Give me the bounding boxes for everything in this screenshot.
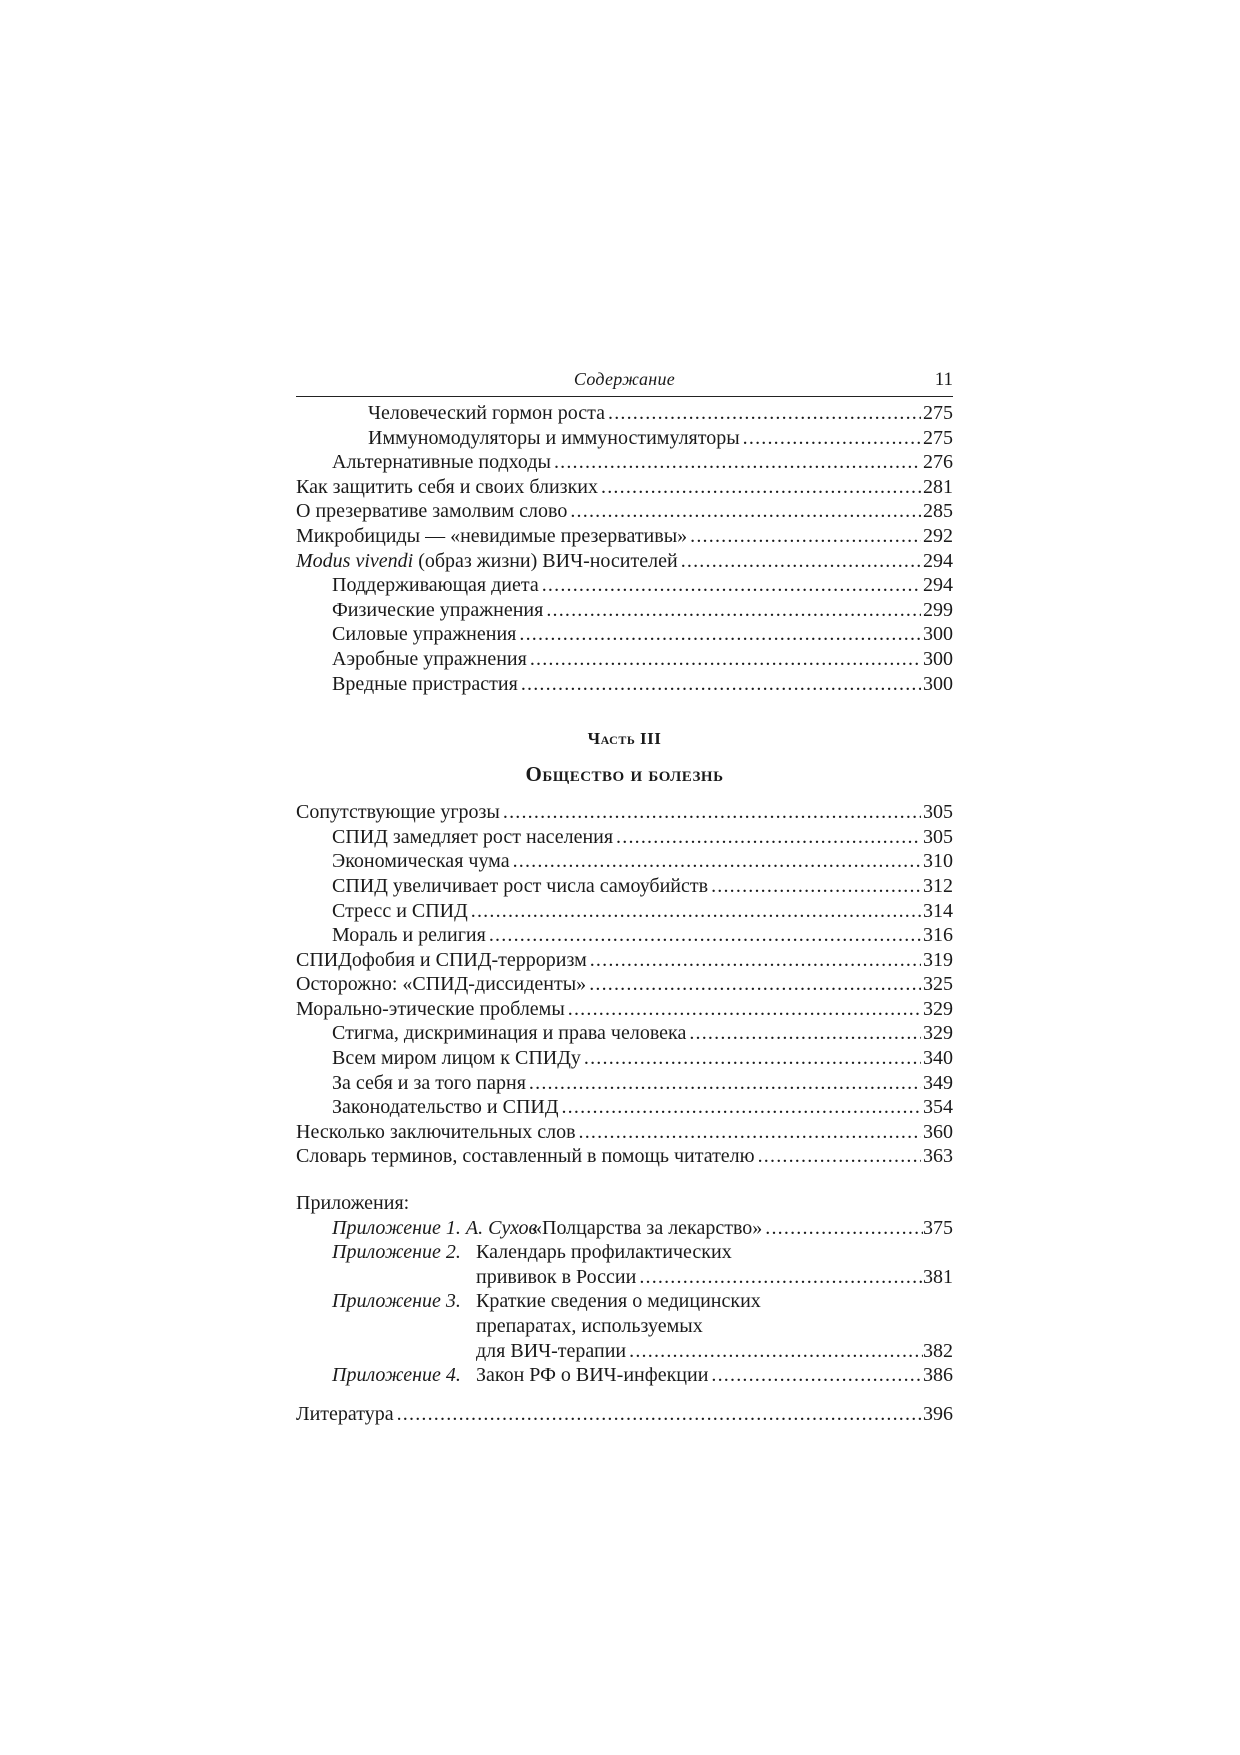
toc-entry[interactable]: Несколько заключительных слов ..... 360 — [296, 1120, 953, 1145]
toc-entry[interactable]: СПИД увеличивает рост числа самоубийств ..... 312 — [296, 874, 953, 899]
toc-entry[interactable]: За себя и за того парня ..... 349 — [296, 1071, 953, 1096]
toc-entry[interactable]: СПИДофобия и СПИД-терроризм ..... 319 — [296, 948, 953, 973]
appendix-lead: Приложение 3. — [332, 1290, 461, 1313]
running-title: Содержание — [573, 369, 676, 389]
toc-entry[interactable]: Поддерживающая диета ..... 294 — [296, 573, 953, 598]
appendix-lead: Приложение 4. — [332, 1364, 461, 1387]
toc-entry[interactable]: Альтернативные подходы ..... 276 — [296, 450, 953, 475]
toc-entry[interactable]: Микробициды — «невидимые презервативы» ..... 292 — [296, 524, 953, 549]
toc-entry[interactable]: Аэробные упражнения ..... 300 — [296, 647, 953, 672]
toc-entry[interactable]: О презервативе замолвим слово ..... 285 — [296, 499, 953, 524]
toc-entry[interactable]: Осторожно: «СПИД-диссиденты» ..... 325 — [296, 972, 953, 997]
appendix-lead: Приложение 1. А. Сухов — [332, 1216, 538, 1239]
part-label: Часть III — [587, 729, 662, 749]
appendices-heading: Приложения: — [296, 1192, 410, 1215]
toc-top-list — [296, 401, 953, 696]
toc-entry[interactable]: Морально-этические проблемы ..... 329 — [296, 997, 953, 1022]
appendix-entry-3-cont[interactable]: для ВИЧ-терапии ..... 382 — [296, 1339, 953, 1364]
toc-entry-modus-vivendi[interactable]: Modus vivendi (образ жизни) ВИЧ-носителей ..... 294 — [296, 549, 953, 574]
toc-entry[interactable]: Вредные пристрастия ..... 300 — [296, 672, 953, 697]
toc-entry[interactable]: Словарь терминов, составленный в помощь читателю ..... 363 — [296, 1144, 953, 1169]
appendix-entry-2-cont[interactable]: прививок в России ..... 381 — [296, 1265, 953, 1290]
toc-entry[interactable]: Как защитить себя и своих близких ..... 281 — [296, 475, 953, 500]
toc-entry[interactable]: Мораль и религия ..... 316 — [296, 923, 953, 948]
appendix-entry-3[interactable]: Приложение 3. Краткие сведения о медицинских — [332, 1290, 761, 1313]
literature-list — [296, 1402, 953, 1427]
toc-entry[interactable]: Законодательство и СПИД ..... 354 — [296, 1095, 953, 1120]
running-header — [296, 366, 953, 397]
toc-entry[interactable]: Человеческий гормон роста ..... 275 — [296, 401, 953, 426]
toc-part3-list — [296, 800, 953, 1169]
appendix-lead: Приложение 2. — [332, 1241, 461, 1264]
page — [296, 366, 953, 1426]
appendix-entry-1[interactable]: Приложение 1. А. Сухов «Полцарства за лекарство» ..... 375 — [296, 1216, 953, 1241]
appendix-entry-2[interactable]: Приложение 2. Календарь профилактических — [332, 1241, 732, 1264]
toc-entry[interactable]: Физические упражнения ..... 299 — [296, 598, 953, 623]
toc-entry-literature[interactable]: Литература ..... 396 — [296, 1402, 953, 1427]
appendix-entry-3-cont[interactable]: препаратах, используемых — [476, 1315, 703, 1337]
toc-entry[interactable]: Стресс и СПИД ..... 314 — [296, 899, 953, 924]
toc-entry[interactable]: Сопутствующие угрозы ..... 305 — [296, 800, 953, 825]
toc-entry[interactable]: Иммуномодуляторы и иммуностимуляторы ..... 275 — [296, 426, 953, 451]
toc-entry[interactable]: СПИД замедляет рост населения ..... 305 — [296, 825, 953, 850]
toc-entry[interactable]: Всем миром лицом к СПИДу ..... 340 — [296, 1046, 953, 1071]
part-title: Общество и болезнь — [525, 762, 724, 787]
appendix-entry-4[interactable]: Приложение 4. Закон РФ о ВИЧ-инфекции ..... 386 — [296, 1363, 953, 1388]
toc-entry[interactable]: Экономическая чума ..... 310 — [296, 849, 953, 874]
toc-entry[interactable]: Стигма, дискриминация и права человека ..... 329 — [296, 1021, 953, 1046]
page-number: 11 — [934, 369, 953, 390]
latin-term: Modus vivendi — [296, 549, 414, 572]
toc-entry[interactable]: Силовые упражнения ..... 300 — [296, 622, 953, 647]
